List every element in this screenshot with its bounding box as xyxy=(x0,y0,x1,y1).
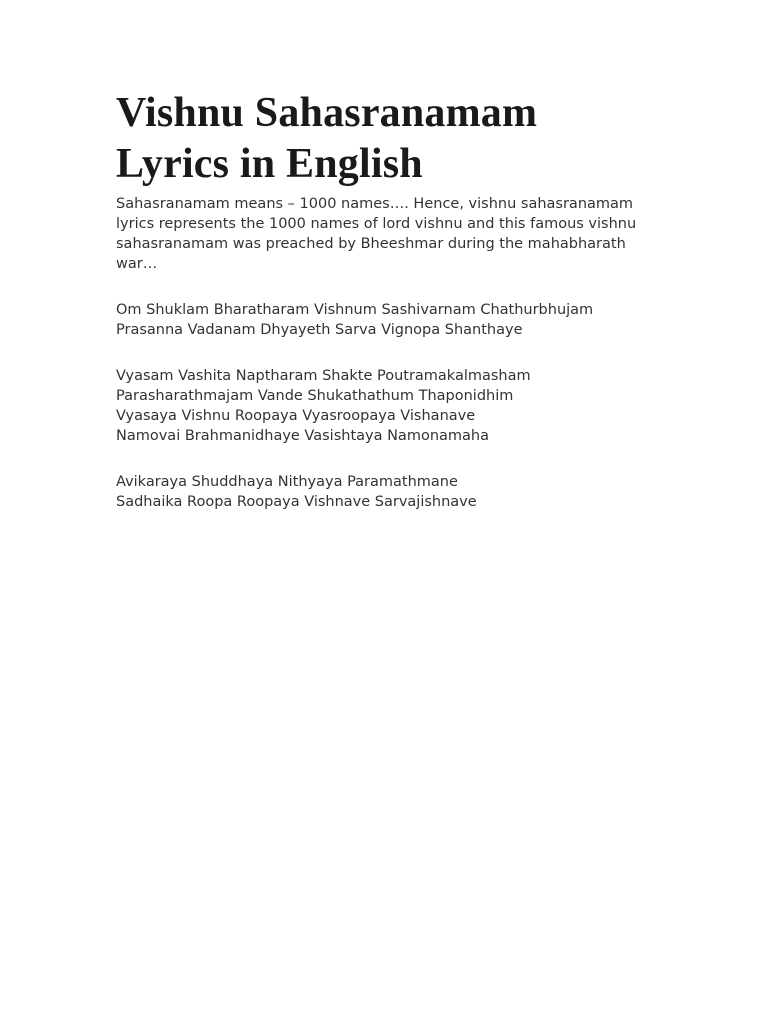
title-line-2: Lyrics in English xyxy=(116,141,423,187)
verse-3 xyxy=(116,472,656,512)
verse-line: Namovai Brahmanidhaye Vasishtaya Namonamaha xyxy=(116,428,489,444)
verse-line: Parasharathmajam Vande Shukathathum Thaponidhim xyxy=(116,388,514,404)
page-title xyxy=(116,88,656,190)
verse-line: Sadhaika Roopa Roopaya Vishnave Sarvajishnave xyxy=(116,494,477,510)
verse-line: Om Shuklam Bharatharam Vishnum Sashivarnam Chathurbhujam xyxy=(116,302,594,318)
verse-line: Avikaraya Shuddhaya Nithyaya Paramathmane xyxy=(116,474,458,490)
verse-line: Vyasaya Vishnu Roopaya Vyasroopaya Vishanave xyxy=(116,408,476,424)
document-page xyxy=(116,88,656,538)
title-line-1: Vishnu Sahasranamam xyxy=(116,90,538,136)
verse-2 xyxy=(116,366,656,446)
verse-line: Vyasam Vashita Naptharam Shakte Poutramakalmasham xyxy=(116,368,531,384)
intro-paragraph: Sahasranamam means – 1000 names…. Hence, vishnu sahasranamam lyrics represents the 1000 names of lord vishnu and this famous vishnu sahasranamam was preached by Bheeshmar during the mahabharath war… xyxy=(116,196,637,272)
verse-line: Prasanna Vadanam Dhyayeth Sarva Vignopa Shanthaye xyxy=(116,322,523,338)
verse-1 xyxy=(116,300,656,340)
